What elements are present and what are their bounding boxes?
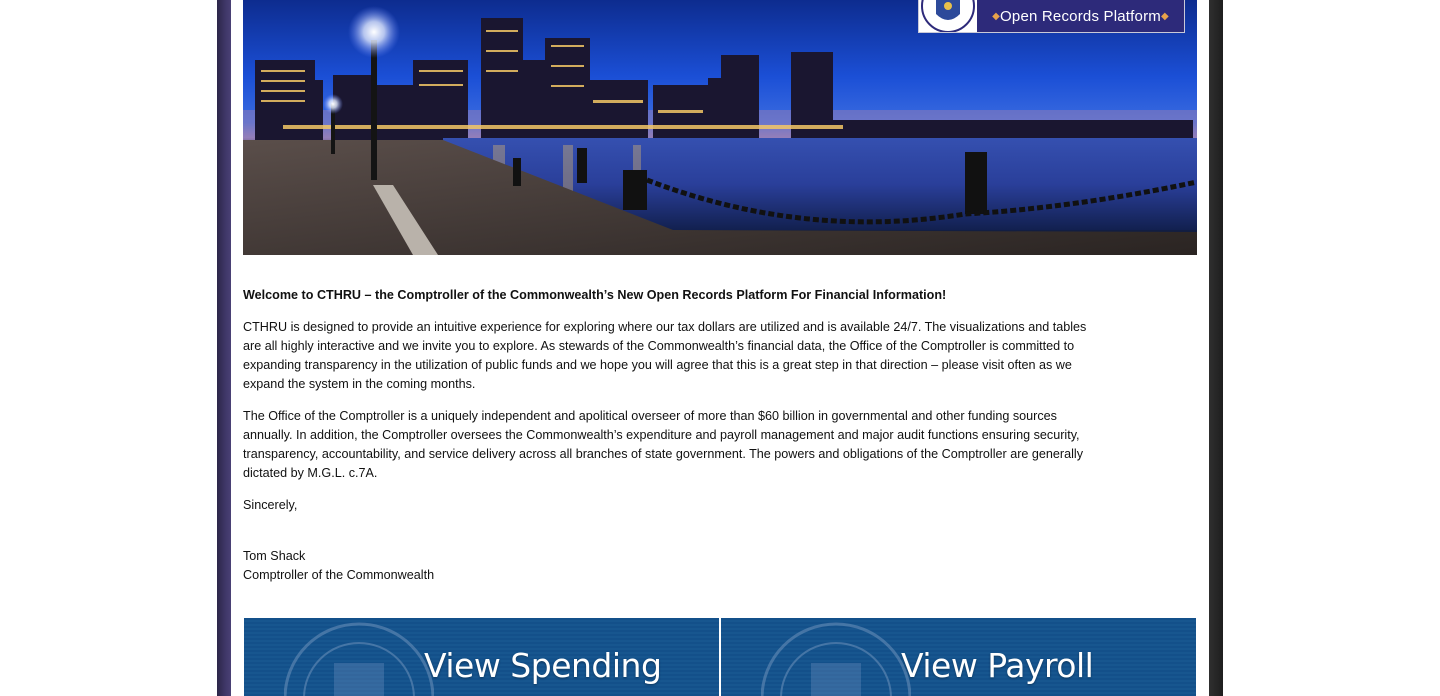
bullet-icon: ◆ xyxy=(1160,10,1169,22)
badge-label xyxy=(977,8,1184,25)
signature-block xyxy=(243,547,1093,585)
closing-text: Sincerely, xyxy=(243,498,298,512)
view-payroll-label: View Payroll xyxy=(901,646,1094,685)
welcome-letter xyxy=(243,286,1093,585)
view-payroll-button[interactable] xyxy=(721,618,1196,696)
right-frame-border xyxy=(1209,0,1223,696)
massachusetts-seal-icon xyxy=(919,0,977,32)
welcome-heading: Welcome to CTHRU – the Comptroller of the Commonwealth’s New Open Records Platform For Financial Information! xyxy=(243,288,947,302)
signer-name: Tom Shack xyxy=(243,549,306,563)
city-skyline-illustration xyxy=(243,0,1197,255)
seal-watermark-icon xyxy=(284,618,434,696)
left-frame-border xyxy=(217,0,231,696)
signer-title: Comptroller of the Commonwealth xyxy=(243,568,435,582)
bullet-icon: ◆ xyxy=(992,10,1001,22)
hero-banner-image xyxy=(243,0,1197,255)
badge-title: Open Records Platform xyxy=(1000,7,1161,25)
view-spending-button[interactable] xyxy=(244,618,719,696)
view-spending-label: View Spending xyxy=(424,646,662,685)
open-records-badge[interactable] xyxy=(918,0,1185,33)
seal-watermark-icon xyxy=(761,618,911,696)
comptroller-paragraph: The Office of the Comptroller is a uniquely independent and apolitical overseer of more than $60 billion in governmental and other funding sources annually. In addition, the Comptroller oversees the Commonwealth’s expenditure and payroll management and major audit functions ensuring security, transparency, accountability, and service delivery across all branches of state government. The powers and obligations of the Comptroller are generally dictated by M.G.L. c.7A. xyxy=(243,409,1084,480)
navigation-buttons xyxy=(244,618,1196,696)
main-content xyxy=(231,0,1209,696)
intro-paragraph: CTHRU is designed to provide an intuitive experience for exploring where our tax dollars are utilized and is available 24/7. The visualizations and tables are all highly interactive and we invite you to explore. As stewards of the Commonwealth’s financial data, the Office of the Comptroller is committed to expanding transparency in the utilization of public funds and we hope you will agree that this is a great step in that direction – please visit often as we expand the system in the coming months. xyxy=(243,320,1087,391)
